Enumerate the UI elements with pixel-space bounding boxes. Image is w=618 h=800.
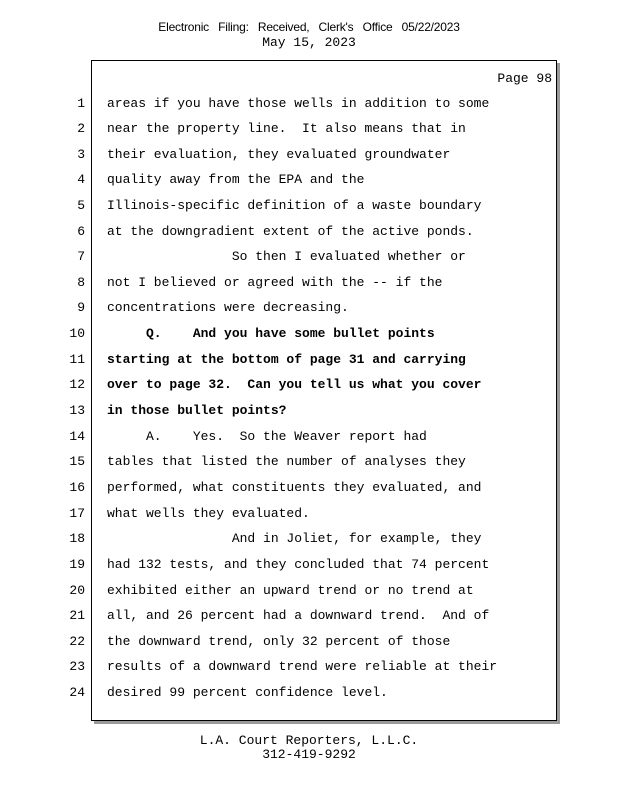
transcript-line (0, 275, 618, 295)
transcript-line (0, 454, 618, 474)
transcript-line (0, 300, 618, 320)
line-text: quality away from the EPA and the (107, 172, 365, 187)
transcript-line (0, 506, 618, 526)
transcript-line (0, 326, 618, 346)
transcript-line (0, 403, 618, 423)
line-number: 12 (69, 377, 85, 392)
line-text: all, and 26 percent had a downward trend. And of (107, 608, 490, 623)
line-number: 7 (77, 249, 85, 264)
line-text: exhibited either an upward trend or no trend at (107, 583, 474, 598)
reporter-phone: 312-419-9292 (262, 747, 356, 762)
line-number: 15 (69, 454, 85, 469)
line-text: So then I evaluated whether or (107, 249, 466, 264)
line-number: 1 (77, 96, 85, 111)
line-number: 11 (69, 352, 85, 367)
line-text: the downward trend, only 32 percent of those (107, 634, 451, 649)
line-number: 4 (77, 172, 85, 187)
line-number: 6 (77, 224, 85, 239)
line-text: their evaluation, they evaluated groundwater (107, 147, 451, 162)
line-text: what wells they evaluated. (107, 506, 310, 521)
line-text: Q. And you have some bullet points (107, 326, 435, 341)
transcript-line (0, 352, 618, 372)
line-text: tables that listed the number of analyses they (107, 454, 466, 469)
transcript-line (0, 172, 618, 192)
line-text: results of a downward trend were reliable at their (107, 659, 498, 674)
transcript-line (0, 557, 618, 577)
transcript-line (0, 659, 618, 679)
line-text: starting at the bottom of page 31 and carrying (107, 352, 466, 367)
transcript-line (0, 685, 618, 705)
line-text: near the property line. It also means that in (107, 121, 466, 136)
transcript-line (0, 531, 618, 551)
line-number: 22 (69, 634, 85, 649)
line-text: in those bullet points? (107, 403, 287, 418)
transcript-line (0, 249, 618, 269)
transcript-line (0, 96, 618, 116)
line-number: 9 (77, 300, 85, 315)
line-number: 17 (69, 506, 85, 521)
line-text: Illinois-specific definition of a waste boundary (107, 198, 482, 213)
line-text: had 132 tests, and they concluded that 74 percent (107, 557, 490, 572)
line-number: 14 (69, 429, 85, 444)
line-number: 2 (77, 121, 85, 136)
line-number: 10 (69, 326, 85, 341)
line-number: 3 (77, 147, 85, 162)
line-text: over to page 32. Can you tell us what you cover (107, 377, 482, 392)
transcript-line (0, 583, 618, 603)
transcript-line (0, 480, 618, 500)
line-number: 21 (69, 608, 85, 623)
line-text: at the downgradient extent of the active ponds. (107, 224, 474, 239)
transcript-line (0, 121, 618, 141)
line-text: performed, what constituents they evaluated, and (107, 480, 482, 495)
line-text: And in Joliet, for example, they (107, 531, 482, 546)
page-number: Page 98 (497, 71, 552, 86)
transcript-line (0, 429, 618, 449)
line-number: 19 (69, 557, 85, 572)
transcript-line (0, 377, 618, 397)
transcript-line (0, 198, 618, 218)
transcript-line (0, 634, 618, 654)
line-text: not I believed or agreed with the -- if the (107, 275, 443, 290)
line-text: desired 99 percent confidence level. (107, 685, 388, 700)
transcript-line (0, 147, 618, 167)
transcript-date: May 15, 2023 (262, 35, 356, 50)
line-number: 20 (69, 583, 85, 598)
filing-stamp: Electronic Filing: Received, Clerk's Office 05/22/2023 (158, 20, 460, 34)
line-text: concentrations were decreasing. (107, 300, 349, 315)
line-number: 18 (69, 531, 85, 546)
line-text: A. Yes. So the Weaver report had (107, 429, 427, 444)
line-number: 16 (69, 480, 85, 495)
line-number: 8 (77, 275, 85, 290)
reporter-company: L.A. Court Reporters, L.L.C. (199, 733, 419, 748)
line-number: 13 (69, 403, 85, 418)
line-number: 24 (69, 685, 85, 700)
line-text: areas if you have those wells in addition to some (107, 96, 490, 111)
transcript-line (0, 608, 618, 628)
transcript-line (0, 224, 618, 244)
line-number: 5 (77, 198, 85, 213)
line-number: 23 (69, 659, 85, 674)
